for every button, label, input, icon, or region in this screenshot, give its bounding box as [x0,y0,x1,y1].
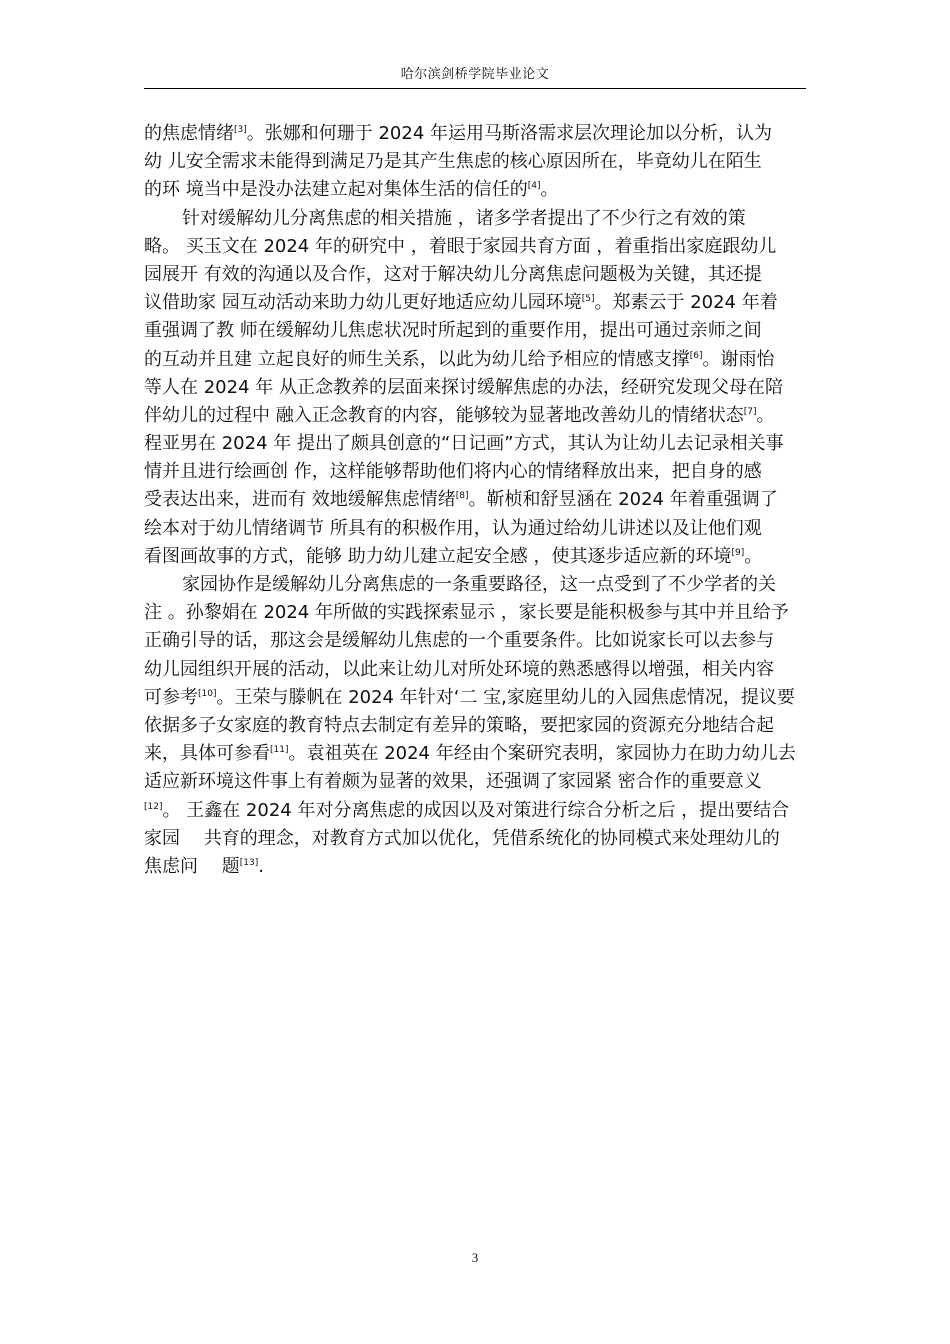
text-segment: 受表达出来，进而有 效地缓解焦虑情绪 [144,489,456,511]
citation-mark: [7] [743,406,757,417]
text-segment: 园展开 有效的沟通以及合作，这对于解决幼儿分离焦虑问题极为关键，其还提 [144,263,762,285]
text-line [144,233,824,261]
text-line [144,797,824,825]
text-line [144,656,824,684]
text-line [144,430,824,458]
text-segment: 。靳桢和舒昱涵在 2024 年着重强调了 [468,489,778,511]
text-segment: 。张娜和何珊于 2024 年运用马斯洛需求层次理论加以分析，认为 [246,123,772,144]
citation-mark: [11] [270,745,289,756]
citation-mark: [10] [198,688,217,699]
text-segment: 可参考 [144,686,198,708]
text-line [144,205,824,233]
text-segment: 家园 共育的理念，对教育方式加以优化，凭借系统化的协同模式来处理幼儿的 [144,827,780,849]
text-segment: 正确引导的话，那这会是缓解幼儿焦虑的一个重要条件。比如说家长可以去参与 [144,630,774,652]
text-line [144,740,824,768]
citation-mark: [12] [144,801,163,812]
text-line [144,543,824,571]
text-line [144,374,824,402]
text-segment: 程亚男在 2024 年 提出了颇具创意的“日记画”方式，其认为让幼儿去记录相关事 [144,433,784,455]
text-segment: 依据多子女家庭的教育特点去制定有差异的策略，要把家园的资源充分地结合起 [144,714,774,736]
text-segment: . [258,855,264,877]
text-segment: 的环 境当中是没办法建立起对集体生活的信任的 [144,179,528,201]
text-segment: 。 [756,404,775,426]
body-text [144,120,824,881]
text-segment: 。谢雨怡 [702,348,775,370]
text-segment: 。袁祖英在 2024 年经由个案研究表明，家园协力在助力幼儿去 [288,743,796,765]
citation-mark: [8] [455,491,469,502]
text-segment: 针对缓解幼儿分离焦虑的相关措施 ，诸多学者提出了不少行之有效的策 [182,207,746,229]
citation-mark: [13] [239,857,259,868]
page-number: 3 [471,1250,479,1265]
text-segment: 议借助家 园互动活动来助力幼儿更好地适应幼儿园环境 [144,292,582,314]
text-line [144,486,824,514]
text-line [144,627,824,655]
text-line [144,458,824,486]
text-segment: 。王荣与滕帆在 2024 年针对‘二 宝,家庭里幼儿的入园焦虑情况，提议要 [216,686,795,708]
text-line [144,346,824,374]
text-segment: 家园协作是缓解幼儿分离焦虑的一条重要路径，这一点受到了不少学者的关 [182,574,776,595]
text-line [144,768,824,796]
text-line [144,853,824,881]
text-segment: 略。 买玉文在 2024 年的研究中 ，着眼于家园共育方面 ，着重指出家庭跟幼儿 [144,235,777,257]
text-line [144,148,824,176]
text-segment: 。 [540,179,559,201]
text-segment: 注 。孙黎娟在 2024 年所做的实践探索显示 ，家长要是能积极参与其中并且给予 [144,602,789,624]
header-rule [144,88,806,89]
text-segment: 幼儿园组织开展的活动，以此来让幼儿对所处环境的熟悉感得以增强，相关内容 [144,658,774,680]
text-line [144,289,824,317]
text-segment: 的互动并且建 立起良好的师生关系，以此为幼儿给予相应的情感支撑 [144,348,690,370]
text-line [144,684,824,712]
text-segment: 等人在 2024 年 从正念教养的层面来探讨缓解焦虑的办法，经研究发现父母在陪 [144,376,783,398]
text-segment: 适应新环境这件事上有着颇为显著的效果，还强调了家园紧 密合作的重要意义 [144,771,762,793]
text-segment: 幼 儿安全需求未能得到满足乃是其产生焦虑的核心原因所在，毕竟幼儿在陌生 [144,151,762,173]
text-line [144,571,824,599]
page-header: 哈尔滨剑桥学院毕业论文 [400,67,550,82]
text-line [144,120,824,148]
citation-mark: [3] [234,125,247,135]
text-line [144,712,824,740]
citation-mark: [5] [581,294,595,305]
text-line [144,317,824,345]
text-line [144,515,824,543]
text-segment: 的焦虑情绪 [144,123,234,144]
text-segment: 。郑素云于 2024 年着 [594,292,778,314]
text-segment: 焦虑问 题 [144,855,240,877]
text-segment: 情并且进行绘画创 作，这样能够帮助他们将内心的情绪释放出来，把自身的感 [144,461,762,483]
text-segment: 伴幼儿的过程中 融入正念教育的内容，能够较为显著地改善幼儿的情绪状态 [144,404,744,426]
citation-mark: [4] [527,181,541,192]
text-segment: 。 王鑫在 2024 年对分离焦虑的成因以及对策进行综合分析之后 ，提出要结合 [162,799,790,821]
text-line [144,825,824,853]
text-segment: 绘本对于幼儿情绪调节 所具有的积极作用，认为通过给幼儿讲述以及让他们观 [144,517,762,539]
text-segment: 重强调了教 师在缓解幼儿焦虑状况时所起到的重要作用，提出可通过亲师之间 [144,320,762,342]
citation-mark: [6] [689,350,703,361]
text-line [144,261,824,289]
citation-mark: [9] [731,547,745,558]
text-segment: 。 [744,545,763,567]
text-line [144,599,824,627]
text-segment: 看图画故事的方式，能够 助力幼儿建立起安全感 ，使其逐步适应新的环境 [144,545,732,567]
text-line [144,402,824,430]
text-line [144,176,824,204]
text-segment: 来，具体可参看 [144,743,270,765]
